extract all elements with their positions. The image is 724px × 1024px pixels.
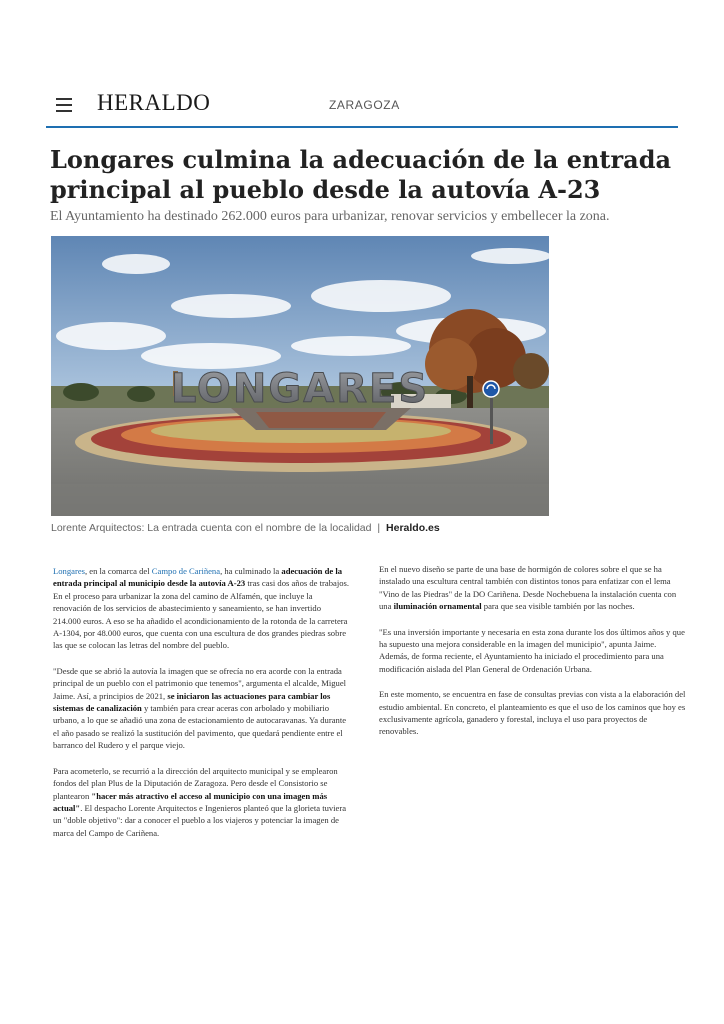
text: tras casi dos años de trabajos. En el proceso para urbanizar la zona del camino de Alfamén, que incluye la renovación de los servicios de abastecimiento y saneamiento, se han invertido 214.000 euros. A eso se ha añadido el acondicionamiento de la rotonda de la carretera A-1304, por 48.000 euros, que cuenta con una escultura de dos grandes piedras sobre las que se colocan las letras del nombre del pueblo. [53,578,350,651]
article-headline: Longares culmina la adecuación de la entrada principal al pueblo desde la autovía A-23 [50,145,672,204]
paragraph [379,563,687,613]
text: . El despacho Lorente Arquitectos e Ingenieros planteó que la glorieta tuviera un "doble objetivo": dar a conocer el pueblo a los viajeros y potenciar la imagen de marca del Campo de Cariñena. [53,802,347,838]
site-header [46,86,678,130]
text: , en la comarca del [84,566,152,576]
paragraph [53,565,351,652]
caption-source: Heraldo.es [386,522,440,534]
bold-text: se iniciaron las actuaciones para cambiar los sistemas de canalización [53,690,331,714]
article-photo [51,236,549,516]
paragraph: En este momento, se encuentra en fase de consultas previas con vista a la elaboración del estudio ambiental. En concreto, el planteamiento es que el uso de los caminos que hoy es exclusivamente agrícola, ganadero y forestal, incluya el uso para proyectos de renovables. [379,689,686,737]
hamburger-menu-icon[interactable] [56,98,72,112]
text: para que sea visible también por las noches. [481,601,635,612]
caption-text: Lorente Arquitectos: La entrada cuenta con el nombre de la localidad [51,522,372,534]
bold-text: iluminación ornamental [393,601,482,612]
article-subtitle: El Ayuntamiento ha destinado 262.000 euros para urbanizar, renovar servicios y embellecer la zona. [50,209,610,224]
text: Para acometerlo, se recurrió a la dirección del arquitecto municipal y se emplearon fondos del plan Plus de la Diputación de Zaragoza. Pero desde el Consistorio se plantearon [53,765,338,801]
bold-text: "hacer más atractivo el acceso al municipio con una imagen más actual" [53,790,328,813]
article-column-right [379,563,687,751]
bold-text: adecuación de la entrada principal al municipio desde la autovía A-23 [53,566,343,589]
site-logo[interactable]: HERALDO [97,90,211,115]
text: En el nuevo diseño se parte de una base de hormigón de colores sobre el que se ha instalado una escultura central también con distintos tonos para enfatizar con el lema "Vino de las Piedras" de la DO Cariñena. Desde Nochebuena la instalación cuenta con una [379,564,677,612]
paragraph: "Es una inversión importante y necesaria en esta zona durante los dos últimos años y que ha supuesto una mejora considerable en la imagen del municipio", apunta Jaime. Además, de forma reciente, el Ayuntamiento ha iniciado el procedimiento para una modificación aislada del Plan General de Ordenación Urbana. [379,626,685,674]
link-longares[interactable]: Longares [53,566,85,576]
caption-separator: | [377,522,381,534]
paragraph [53,765,351,839]
article-column-left [53,565,351,852]
header-divider [46,126,678,128]
photo-caption [51,522,440,534]
text: "Desde que se abrió la autovía la imagen que se ofrecía no era acorde con la entrada principal de un pueblo con el patrimonio que tenemos", argumenta el alcalde, Miguel Jaime. Así, a principios de 2021, [53,665,347,701]
text: y también para crear aceras con arbolado y mobiliario urbano, a lo que se añadió una zona de estacionamiento de autocaravanas. Ya durante el año pasado se realizó la sustitución del pavimento, que quedará pendiente entre el barranco del Rudero y el parque viejo. [53,703,347,751]
sign-letters: LONGARES [170,366,430,412]
paragraph [53,665,351,752]
section-label[interactable]: ZARAGOZA [329,98,400,112]
link-campo-carinena[interactable]: Campo de Cariñena [151,566,221,576]
text: , ha culminado la [220,566,282,576]
